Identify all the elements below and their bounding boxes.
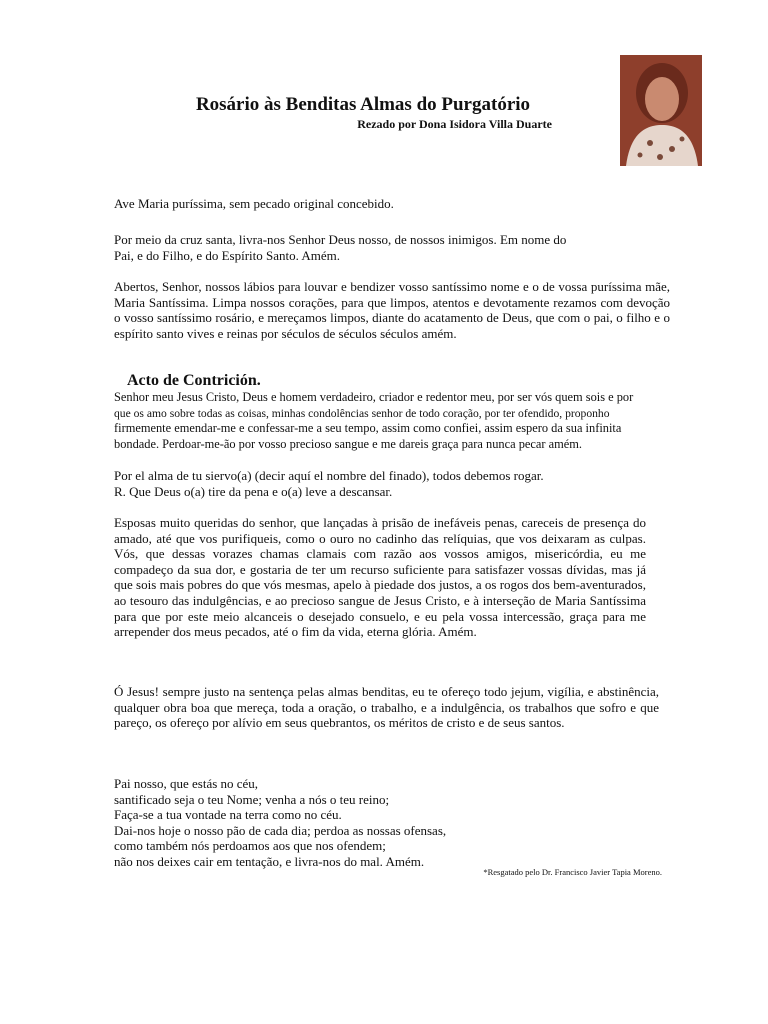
text-line: firmemente emendar-me e confessar-me a seu tempo, assim como confiei, assim espero da sua infinita [114, 421, 622, 436]
text-line: Ave Maria puríssima, sem pecado original concebido. [114, 196, 394, 211]
text-line: Faça-se a tua vontade na terra como no céu. [114, 807, 342, 823]
paragraph-abertos: Abertos, Senhor, nossos lábios para louvar e bendizer vosso santíssimo nome e o de vossa puríssima mãe, Maria Santíssima. Limpa nossos corações, para que limpos, atentos e devotamente rezamos com devoção o vosso santíssimo rosário, e mereçamos limpos, diante do acatamento de Deus, que com o pai, o filho e o espírito santo vives e reinas por séculos de séculos séculos amém. [114, 279, 670, 341]
text-line: Por el alma de tu siervo(a) (decir aquí el nombre del finado), todos debemos rogar. [114, 468, 544, 483]
paragraph-esposas: Esposas muito queridas do senhor, que lançadas à prisão de inefáveis penas, careceis de presença do amado, até que vos purifiqueis, como o ouro no cadinho das relíquias, que vos deixaram as culpas. Vós, que dessas vorazes chamas clamais com razão aos vossos amigos, misericórdia, eu me compadeço da sua dor, e gostaria de ter um recurso suficiente para satisfazer vossas dívidas, mas já que sois mais pobres do que vós mesmas, apelo à piedade dos justos, a os rogos dos bem-aventurados, ao tesouro das indulgências, e ao precioso sangue de Jesus Cristo, e à interseção de Maria Santíssima para que por este meio alcanceis o desejado consuelo, e eu pela vossa intercessão, graça para me arrepender dos meus pecados, até o fim da vida, eterna glória. Amém. [114, 515, 646, 640]
paragraph-acto-contricion [114, 390, 633, 452]
text-line: Pai nosso, que estás no céu, [114, 776, 259, 791]
section-heading: Acto de Contrición. [127, 372, 261, 389]
text-line: Dai-nos hoje o nosso pão de cada dia; perdoa as nossas ofensas, [114, 822, 447, 838]
text-line: Pai, e do Filho, e do Espírito Santo. Amém. [114, 247, 341, 263]
paragraph-o-jesus: Ó Jesus! sempre justo na sentença pelas almas benditas, eu te ofereço todo jejum, vigília, e abstinência, qualquer obra boa que mereça, toda a oração, o trabalho, e a indulgência, os trabalhos que sofro e que pareço, os ofereço por alívio em seus quebrantos, os méritos de cristo e de seus santos. [114, 684, 659, 731]
paragraph-pai-nosso [114, 776, 446, 870]
paragraph-ave-maria [114, 196, 394, 212]
portrait-photo [620, 55, 702, 166]
page-title: Rosário às Benditas Almas do Purgatório [195, 94, 531, 115]
page-subtitle: Rezado por Dona Isidora Villa Duarte [357, 117, 552, 131]
text-line: não nos deixes cair em tentação, e livra-nos do mal. Amém. [114, 853, 425, 869]
paragraph-por-el-alma [114, 468, 544, 499]
text-line: Senhor meu Jesus Cristo, Deus e homem verdadeiro, criador e redentor meu, por ser vós quem sois e por [114, 390, 634, 404]
text-line: como também nós perdoamos aos que nos ofendem; [114, 838, 386, 854]
text-line: que os amo sobre todas as coisas, minhas condolências senhor de todo coração, por ter ofendido, proponho [114, 406, 610, 420]
text-line: santificado seja o teu Nome; venha a nós o teu reino; [114, 791, 390, 807]
text-line: R. Que Deus o(a) tire da pena e o(a) leve a descansar. [114, 483, 393, 499]
footer-credit: *Resgatado pelo Dr. Francisco Javier Tapia Moreno. [483, 867, 662, 877]
paragraph-cruz-santa [114, 232, 566, 263]
text-line: bondade. Perdoar-me-ão por vosso precioso sangue e me dareis graça para nunca pecar amém. [114, 436, 582, 451]
text-line: Por meio da cruz santa, livra-nos Senhor Deus nosso, de nossos inimigos. Em nome do [114, 232, 567, 247]
